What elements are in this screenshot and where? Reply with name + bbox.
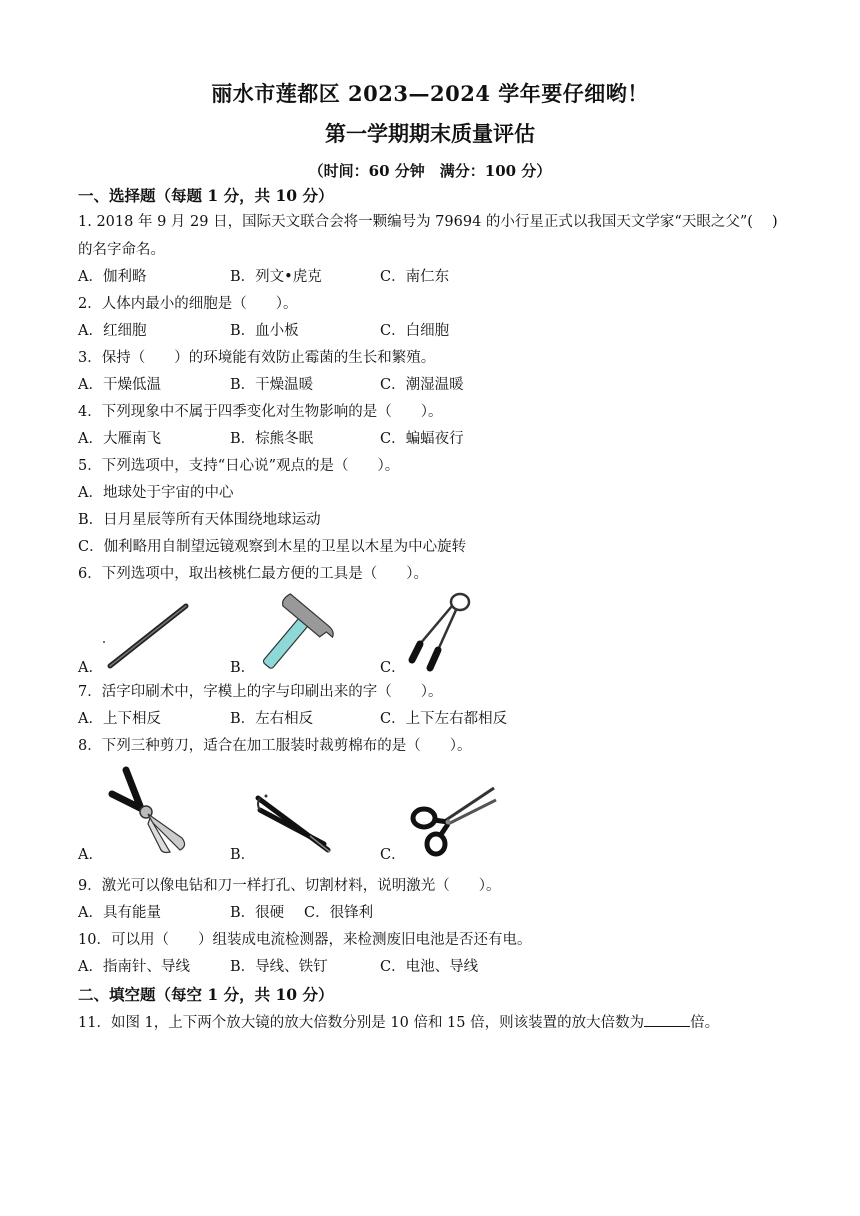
question-8-option-a: A． [78, 847, 103, 863]
question-4-option-a: A．大雁南飞 [78, 431, 161, 447]
exam-title: 丽水市莲都区 2023—2024 学年要仔细哟！ [211, 81, 649, 106]
question-10-option-b: B．导线、铁钉 [230, 959, 328, 975]
question-3-option-a: A．干燥低温 [78, 377, 161, 393]
question-4-option-c: C．蝙蝠夜行 [380, 431, 464, 447]
metal-rod-icon [100, 600, 192, 670]
question-5-stem: 5．下列选项中，支持“日心说”观点的是（ ）。 [78, 458, 400, 474]
question-7-option-c: C．上下左右都相反 [380, 711, 508, 727]
question-10-option-c: C．电池、导线 [380, 959, 479, 975]
question-2-option-c: C．白细胞 [380, 323, 450, 339]
hammer-icon [250, 598, 340, 678]
question-6-option-a: A． [78, 660, 103, 676]
question-7-option-b: B．左右相反 [230, 711, 314, 727]
question-3-option-c: C．潮湿温暖 [380, 377, 464, 393]
exam-subtitle: 第一学期期末质量评估 [325, 121, 535, 146]
question-1-paren-close: ) [772, 214, 778, 230]
question-10-option-a: A．指南针、导线 [78, 959, 190, 975]
answer-blank[interactable] [644, 1012, 690, 1027]
section-heading-choice: 一、选择题（每题 1 分，共 10 分） [78, 186, 334, 205]
question-9-option-c: C．很锋利 [304, 905, 374, 921]
tailor-scissors-icon [406, 780, 498, 860]
question-6-option-b: B． [230, 660, 256, 676]
question-10-stem: 10．可以用（ ）组装成电流检测器，来检测废旧电池是否还有电。 [78, 932, 532, 948]
exam-time-score: （时间：60 分钟 满分：100 分） [308, 162, 552, 180]
question-3-option-b: B．干燥温暖 [230, 377, 314, 393]
question-5-option-a: A．地球处于宇宙的中心 [78, 485, 234, 501]
question-11-text-end: 倍。 [690, 1015, 720, 1031]
question-7-stem: 7．活字印刷术中，字模上的字与印刷出来的字（ ）。 [78, 684, 443, 700]
question-2-option-b: B．血小板 [230, 323, 299, 339]
pruning-shears-icon [104, 766, 192, 856]
question-4-stem: 4．下列现象中不属于四季变化对生物影响的是（ ）。 [78, 404, 443, 420]
question-1-option-c: C．南仁东 [380, 269, 450, 285]
question-1-option-b: B．列文•虎克 [230, 269, 322, 285]
question-6-option-c: C． [380, 660, 406, 676]
question-6-stem: 6．下列选项中，取出核桃仁最方便的工具是（ ）。 [78, 566, 428, 582]
question-5-option-b: B．日月星辰等所有天体围绕地球运动 [78, 512, 321, 528]
question-2-option-a: A．红细胞 [78, 323, 147, 339]
question-5-option-c: C．伽利略用自制望远镜观察到木星的卫星以木星为中心旋转 [78, 539, 467, 555]
thread-snips-icon [254, 792, 334, 856]
question-7-option-a: A．上下相反 [78, 711, 161, 727]
question-3-stem: 3．保持（ ）的环境能有效防止霉菌的生长和繁殖。 [78, 350, 436, 366]
nutcracker-icon [408, 592, 478, 672]
question-4-option-b: B．棕熊冬眠 [230, 431, 314, 447]
question-8-stem: 8．下列三种剪刀，适合在加工服装时裁剪棉布的是（ ）。 [78, 738, 472, 754]
question-11-text: 11．如图 1，上下两个放大镜的放大倍数分别是 10 倍和 15 倍，则该装置的放大倍数为 [78, 1015, 645, 1031]
question-8-option-b: B． [230, 847, 256, 863]
question-9-option-b: B．很硬 [230, 905, 285, 921]
question-1-option-a: A．伽利略 [78, 269, 147, 285]
question-9-option-a: A．具有能量 [78, 905, 161, 921]
question-11-stem [78, 1012, 719, 1033]
question-9-stem: 9．激光可以像电钻和刀一样打孔、切割材料，说明激光（ ）。 [78, 878, 501, 894]
question-1-stem: 1. 2018 年 9 月 29 日，国际天文联合会将一颗编号为 79694 的小行星正式以我国天文学家“天眼之父”( [78, 214, 753, 230]
section-heading-fill: 二、填空题（每空 1 分，共 10 分） [78, 985, 334, 1004]
question-1-stem-cont: 的名字命名。 [78, 242, 165, 258]
question-8-option-c: C． [380, 847, 406, 863]
question-2-stem: 2．人体内最小的细胞是（ ）。 [78, 296, 298, 312]
